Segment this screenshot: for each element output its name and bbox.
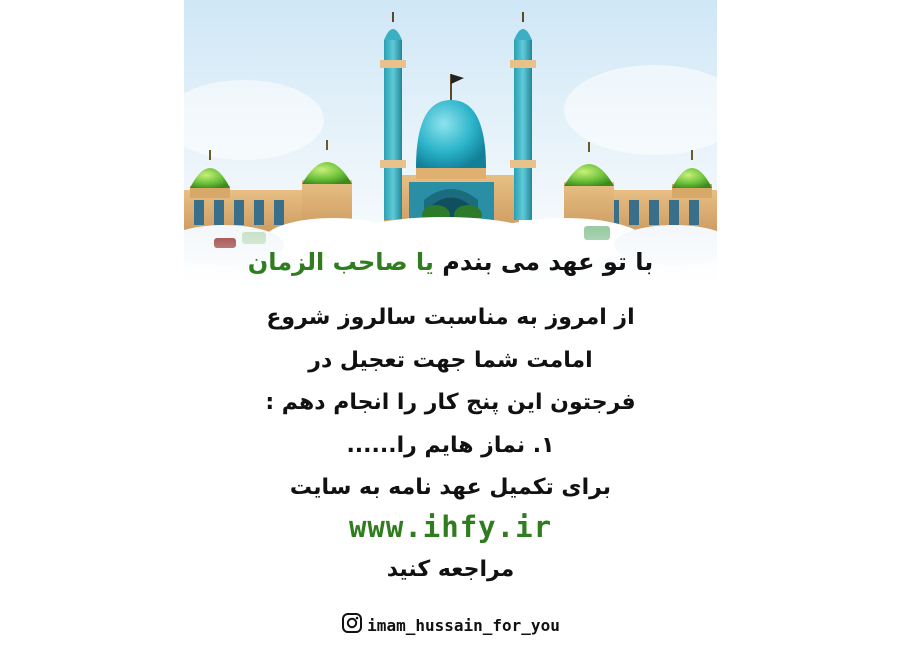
body-line-2: امامت شما جهت تعجیل در bbox=[308, 348, 593, 373]
poster-card bbox=[184, 0, 717, 654]
instagram-handle: imam_hussain_for_you bbox=[367, 615, 560, 635]
headline bbox=[184, 248, 717, 276]
social-handle[interactable] bbox=[184, 612, 717, 638]
closing-text: مراجعه کنید bbox=[386, 557, 515, 582]
body-line-4: ۱. نماز هایم را...... bbox=[346, 433, 555, 458]
body-line-3: فرجتون این پنج کار را انجام دهم : bbox=[265, 390, 636, 415]
body-line-1: از امروز به مناسبت سالروز شروع bbox=[266, 305, 635, 330]
instagram-icon bbox=[341, 612, 363, 638]
website-link[interactable]: www.ihfy.ir bbox=[348, 510, 553, 544]
headline-main: با تو عهد می بندم bbox=[442, 248, 654, 276]
headline-accent: یا صاحب الزمان bbox=[247, 248, 434, 276]
body-line-5: برای تکمیل عهد نامه به سایت bbox=[289, 475, 612, 500]
